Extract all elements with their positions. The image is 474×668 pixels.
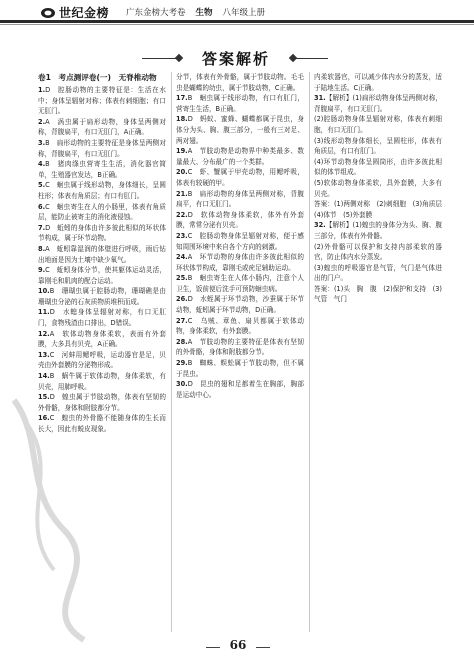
brand-logo bbox=[40, 4, 109, 21]
page-header bbox=[0, 0, 474, 46]
answer-text: C 腔肠动物身体呈辐射对称，便于感知周围环境中来自各个方向的刺激。 bbox=[176, 231, 304, 251]
answer-text: D 软体动物身体柔软，体外有外套膜，常常分泌有贝壳。 bbox=[176, 210, 304, 230]
answer-entry bbox=[176, 167, 304, 188]
footer-dash bbox=[206, 647, 220, 648]
page-number: 66 bbox=[229, 638, 247, 652]
question-number: 6. bbox=[38, 202, 46, 211]
unit-title: 卷1 考点测评卷(一) 无脊椎动物 bbox=[38, 73, 157, 82]
answer-text: D 水螅身体呈辐射对称，有口无肛门，食物残渣由口排出，D错误。 bbox=[38, 308, 166, 328]
brand-logo-icon bbox=[40, 7, 56, 19]
answer-entry bbox=[176, 379, 304, 400]
answer-text: B 扁形动物的身体呈两侧对称，背腹扁平，有口无肛门。 bbox=[176, 189, 304, 209]
question-number: 20. bbox=[176, 168, 188, 177]
question-number: 15. bbox=[38, 393, 50, 402]
answer-text: 【解析】(1)蝗虫的身体分为头、胸、腹三部分，体表有外骨骼。 bbox=[314, 221, 442, 240]
handwriting-watermark bbox=[4, 380, 100, 650]
answer-text: A 蚯蚓靠湿润的体壁进行呼吸，雨后钻出地面是因为土壤中缺少氧气。 bbox=[38, 244, 166, 264]
question-number: 17. bbox=[176, 94, 188, 103]
answer-entry bbox=[176, 358, 304, 379]
answer-entry bbox=[314, 220, 442, 241]
answer-entry bbox=[38, 202, 166, 223]
answer-text: 内柔软器官，可以减少体内水分的蒸发，适于陆地生活。C正确。 bbox=[314, 73, 442, 92]
answer-entry bbox=[38, 350, 166, 371]
answer-entry bbox=[38, 244, 166, 265]
answer-text: B 珊瑚虫属于腔肠动物，珊瑚礁是由珊瑚虫分泌的石灰质物质堆积而成。 bbox=[38, 287, 166, 306]
section-ornament-icon bbox=[142, 58, 178, 59]
answer-entry bbox=[38, 159, 166, 180]
answer-entry bbox=[314, 178, 442, 199]
answer-text: C 虾、蟹属于甲壳动物，用鳃呼吸，体表有较硬的甲。 bbox=[176, 168, 304, 187]
answer-text: (2)腔肠动物身体呈辐射对称，体表有刺细胞，有口无肛门。 bbox=[314, 115, 442, 134]
section-ornament-icon bbox=[292, 58, 328, 59]
answer-entry bbox=[38, 286, 166, 307]
answer-text: A 环节动物的身体由许多彼此相似的环状体节构成，靠刚毛或疣足辅助运动。 bbox=[176, 253, 304, 272]
answer-text: B 蜗牛属于软体动物，身体柔软，有贝壳，用肺呼吸。 bbox=[38, 372, 166, 391]
answer-text: B 蛔虫属于线形动物，有口有肛门，营寄生生活，B正确。 bbox=[176, 94, 304, 113]
question-number: 24. bbox=[176, 253, 188, 262]
answer-text: D 腔肠动物的主要特征是：生活在水中；身体呈辐射对称；体表有刺细胞；有口无肛门。 bbox=[38, 86, 166, 116]
answer-entry bbox=[314, 136, 442, 157]
question-number: 14. bbox=[38, 372, 50, 381]
answer-entry bbox=[176, 294, 304, 315]
answer-text: C 河蚌用鳃呼吸，运动器官是足，贝壳由外套膜的分泌物形成。 bbox=[38, 350, 166, 370]
section-heading bbox=[0, 46, 474, 72]
question-number: 11. bbox=[38, 308, 50, 317]
answer-entry bbox=[314, 93, 442, 114]
answer-entry bbox=[314, 157, 442, 178]
question-number: 21. bbox=[176, 189, 188, 198]
answer-text: A 节肢动物的主要特征是体表有坚韧的外骨骼，身体和附肢都分节。 bbox=[176, 337, 304, 357]
question-number: 5. bbox=[38, 181, 46, 190]
section-ornament-icon bbox=[175, 54, 183, 62]
question-number: 32. bbox=[314, 221, 326, 230]
answer-text: (3)蝗虫的呼吸器官是气管，气门是气体进出的门户。 bbox=[314, 263, 442, 283]
answer-entry bbox=[176, 114, 304, 146]
answer-text: D 蚂蚁、蜜蜂、蝴蝶都属于昆虫，身体分为头、胸、腹三部分，一般有三对足、两对翅。 bbox=[176, 115, 304, 145]
question-number: 18. bbox=[176, 115, 188, 124]
answer-text: C 蚯蚓身体分节，使其躯体运动灵活，靠刚毛和肌肉的配合运动。 bbox=[38, 266, 166, 285]
question-number: 9. bbox=[38, 266, 46, 275]
answer-text: A 节肢动物是动物界中种类最多、数量最大、分布最广的一个类群。 bbox=[176, 147, 304, 166]
column-divider bbox=[171, 72, 172, 632]
answer-text: (2)外骨骼可以保护和支持内部柔软的器官，防止体内水分蒸发。 bbox=[314, 242, 442, 262]
answer-entry bbox=[176, 231, 304, 252]
grade-name: 八年级上册 bbox=[222, 8, 266, 18]
subject-name: 生物 bbox=[195, 8, 213, 18]
question-number: 2. bbox=[38, 117, 46, 126]
answer-text: 【解析】(1)扁形动物身体呈两侧对称，背腹扁平，有口无肛门。 bbox=[314, 94, 442, 113]
question-number: 25. bbox=[176, 274, 188, 283]
answer-entry bbox=[38, 180, 166, 201]
answer-text: B 扁形动物的主要特征是身体呈两侧对称，背腹扁平，有口无肛门。 bbox=[38, 138, 166, 158]
question-number: 13. bbox=[38, 350, 50, 359]
answer-entry bbox=[314, 199, 449, 220]
answer-text: A 涡虫属于扁形动物，身体呈两侧对称，背腹扁平，有口无肛门，A正确。 bbox=[38, 117, 166, 137]
question-number: 1. bbox=[38, 86, 46, 94]
page-footer bbox=[0, 634, 474, 668]
answer-text: 分节，体表有外骨骼，属于节肢动物。毛毛虫是蝴蝶的幼虫，属于节肢动物，C正确。 bbox=[176, 73, 304, 92]
header-rule bbox=[0, 20, 474, 23]
question-number: 28. bbox=[176, 337, 188, 346]
answer-entry bbox=[314, 72, 442, 93]
question-number: 30. bbox=[176, 380, 188, 389]
question-number: 7. bbox=[38, 223, 46, 232]
answer-entry bbox=[314, 114, 442, 135]
answer-entry bbox=[176, 252, 304, 273]
answer-text: C 蛔虫属于线形动物，身体细长，呈圆柱形；体表有角质层；有口有肛门。 bbox=[38, 181, 166, 200]
answer-text: A 软体动物身体柔软，表面有外套膜，大多具有贝壳，A正确。 bbox=[38, 329, 166, 349]
answer-entry bbox=[176, 72, 304, 93]
question-number: 3. bbox=[38, 138, 46, 147]
answer-entry bbox=[38, 329, 166, 350]
answer-text: C 蛔虫寄生在人的小肠里，体表有角质层，能防止被寄主的消化液侵蚀。 bbox=[38, 202, 166, 222]
answer-entry bbox=[176, 93, 304, 114]
answer-text: D 水蛭属于环节动物，沙蚕属于环节动物，蚯蚓属于环节动物，D正确。 bbox=[176, 295, 304, 315]
question-number: 12. bbox=[38, 329, 50, 338]
question-number: 16. bbox=[38, 414, 50, 423]
answer-text: B 蛔虫寄生在人体小肠内，注意个人卫生，饭前便后洗手可预防蛔虫病。 bbox=[176, 274, 304, 293]
answer-entry bbox=[314, 284, 442, 305]
question-number: 22. bbox=[176, 210, 188, 219]
question-number: 8. bbox=[38, 244, 46, 253]
answer-entry bbox=[176, 273, 304, 294]
answer-text: B 蜘蛛、蜈蚣属于节肢动物，但不属于昆虫。 bbox=[176, 359, 304, 378]
answer-entry bbox=[176, 316, 304, 337]
running-title bbox=[126, 6, 265, 18]
series-name: 广东金榜大考卷 bbox=[126, 8, 186, 18]
question-number: 27. bbox=[176, 316, 188, 325]
answer-column-3 bbox=[314, 72, 449, 632]
answer-text: 答案：(1)头 胸 腹 (2)保护和支持 (3)气管 气门 bbox=[314, 284, 442, 304]
answer-column-2 bbox=[176, 72, 304, 632]
section-title: 答案解析 bbox=[201, 50, 270, 68]
answer-entry bbox=[176, 337, 304, 358]
answer-text: 答案：(1)两侧对称 (2)刺细胞 (3)角质层 (4)体节 (5)外套膜 bbox=[314, 200, 449, 219]
answer-text: D 蚯蚓的身体由许多彼此相似的环状体节构成，属于环节动物。 bbox=[38, 223, 166, 243]
answer-entry bbox=[176, 189, 304, 210]
answer-entry bbox=[38, 117, 166, 138]
answer-text: D 蝗虫属于节肢动物，体表有坚韧的外骨骼，身体和附肢都分节。 bbox=[38, 393, 166, 412]
answer-entry bbox=[38, 223, 166, 244]
header-rule-thin bbox=[0, 24, 474, 25]
answer-entry bbox=[314, 242, 442, 263]
footer-dash bbox=[256, 647, 270, 648]
answer-text: C 蝗虫的外骨骼不能随身体的生长而长大，因此有蜕皮现象。 bbox=[38, 414, 166, 433]
answer-entry bbox=[176, 146, 304, 167]
answer-entry bbox=[176, 210, 304, 231]
answer-text: B 猪肉绦虫营寄生生活，消化器官简单，生殖器官发达，B正确。 bbox=[38, 160, 166, 179]
question-number: 10. bbox=[38, 287, 50, 296]
brand-name: 世纪金榜 bbox=[59, 6, 110, 20]
answer-text: (5)软体动物身体柔软，具外套膜，大多有贝壳。 bbox=[314, 178, 442, 198]
answer-text: (4)环节动物身体呈圆筒形，由许多彼此相似的体节组成。 bbox=[314, 157, 442, 177]
answer-text: (3)线形动物身体细长，呈圆柱形，体表有角质层，有口有肛门。 bbox=[314, 136, 442, 156]
question-number: 23. bbox=[176, 231, 188, 240]
answer-entry bbox=[38, 307, 166, 328]
answer-entry bbox=[38, 85, 166, 117]
answer-entry bbox=[38, 265, 166, 286]
question-number: 19. bbox=[176, 147, 188, 156]
answer-entry bbox=[314, 263, 442, 284]
question-number: 29. bbox=[176, 359, 188, 368]
question-number: 26. bbox=[176, 295, 188, 304]
question-number: 4. bbox=[38, 160, 46, 169]
column-divider bbox=[309, 72, 310, 632]
answer-text: D 昆虫的翅和足都着生在胸部，胸部是运动中心。 bbox=[176, 380, 304, 399]
question-number: 31. bbox=[314, 94, 326, 103]
answer-text: C 乌贼、章鱼、扇贝都属于软体动物，身体柔软，有外套膜。 bbox=[176, 316, 304, 336]
answer-entry bbox=[38, 138, 166, 159]
